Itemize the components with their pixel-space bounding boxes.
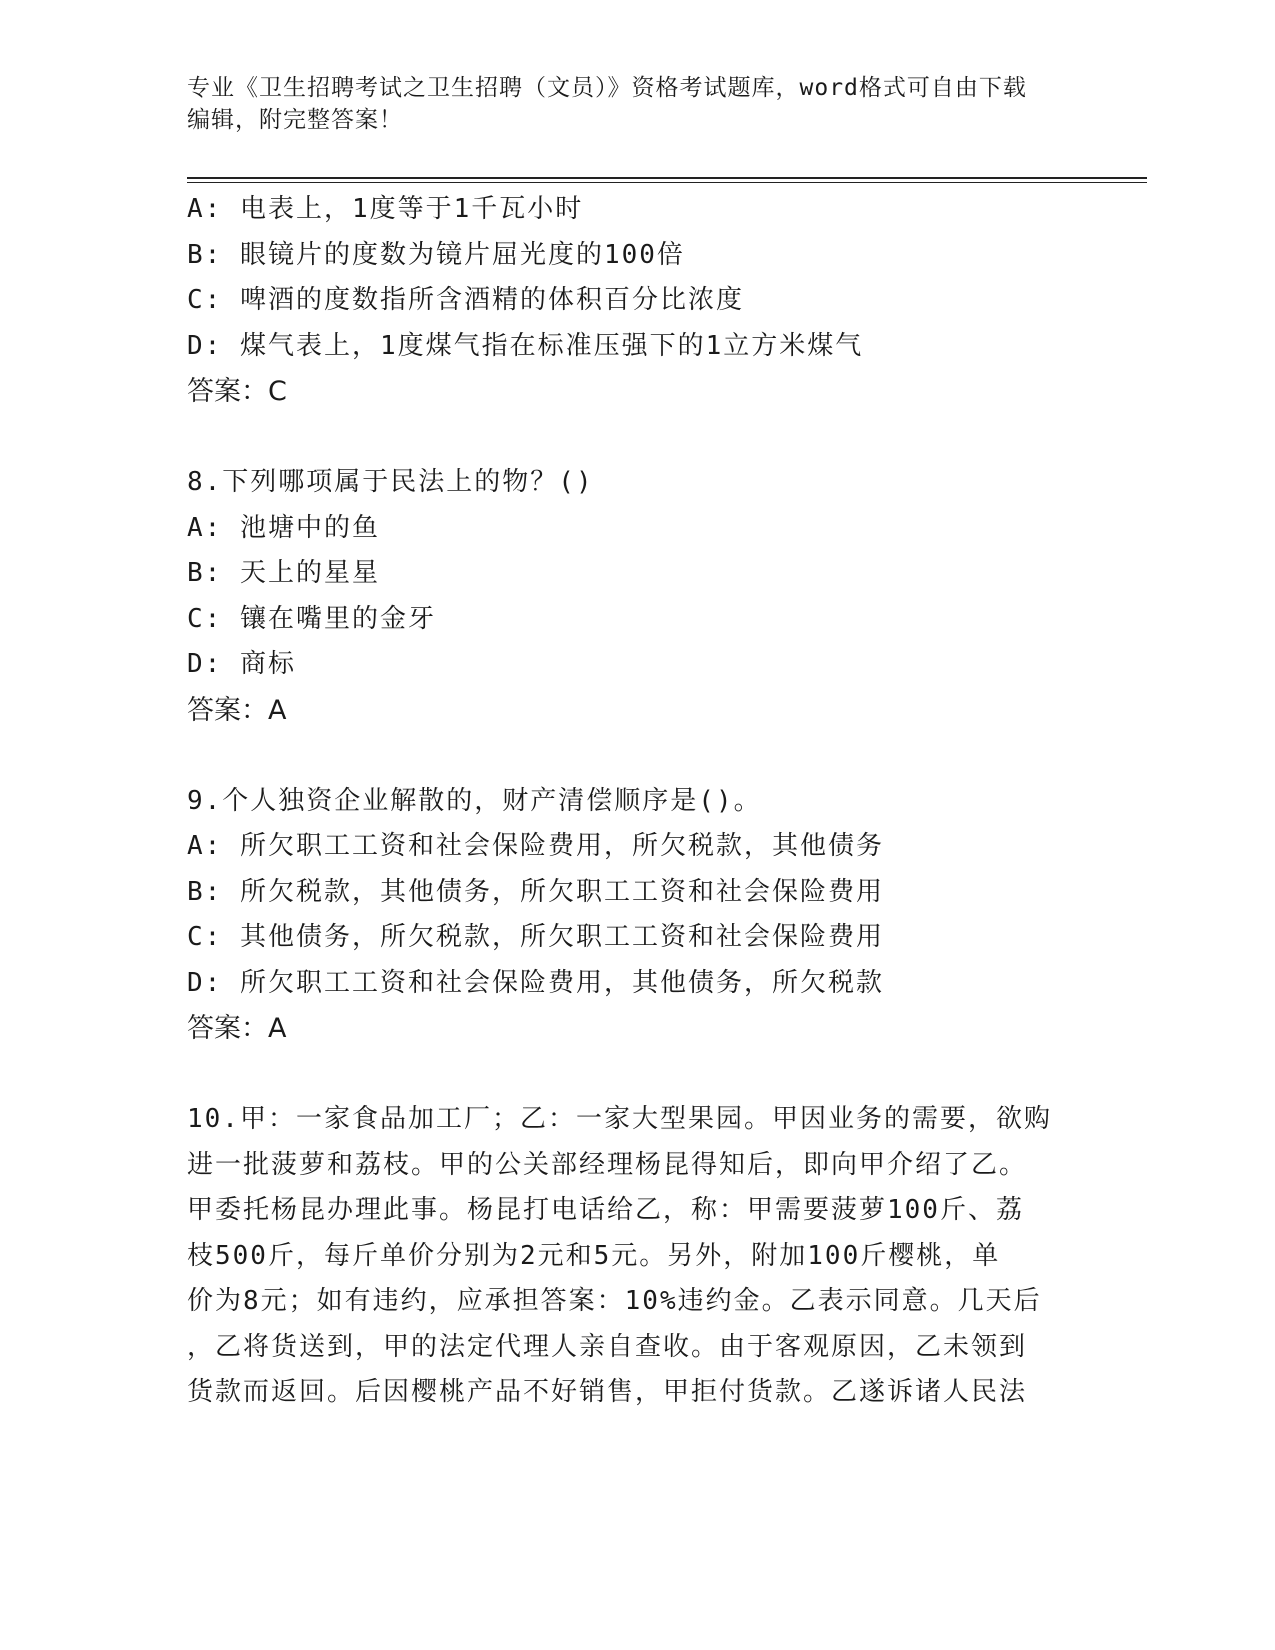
question-text-line: ，乙将货送到，甲的法定代理人亲自查收。由于客观原因，乙未领到 <box>187 1331 1028 1362</box>
option-b: B: 所欠税款，其他债务，所欠职工工资和社会保险费用 <box>187 876 884 907</box>
header-line-2: 编辑，附完整答案！ <box>187 107 403 133</box>
question-text-line: 价为8元；如有违约，应承担答案：10%违约金。乙表示同意。几天后 <box>187 1286 1042 1316</box>
option-c: C: 其他债务，所欠税款，所欠职工工资和社会保险费用 <box>187 922 884 952</box>
spacer <box>187 415 1087 461</box>
question-text-line: 10.甲：一家食品加工厂；乙：一家大型果园。甲因业务的需要，欲购 <box>187 1104 1052 1134</box>
question-text-line: 货款而返回。后因樱桃产品不好销售，甲拒付货款。乙遂诉诸人民法 <box>187 1377 1028 1407</box>
spacer <box>187 1052 1087 1098</box>
answer: 答案：A <box>187 694 287 726</box>
question-text-line: 枝500斤，每斤单价分别为2元和5元。另外，附加100斤樱桃，单 <box>187 1240 1001 1271</box>
option-a: A: 所欠职工工资和社会保险费用，所欠税款，其他债务 <box>187 831 884 861</box>
question-text-line: 进一批菠萝和荔枝。甲的公关部经理杨昆得知后，即向甲介绍了乙。 <box>187 1149 1028 1180</box>
option-c: C: 啤酒的度数指所含酒精的体积百分比浓度 <box>187 285 744 315</box>
answer: 答案：A <box>187 1013 287 1044</box>
question-7 <box>187 187 1087 415</box>
option-d: D: 商标 <box>187 649 296 679</box>
option-c: C: 镶在嘴里的金牙 <box>187 603 436 634</box>
header-divider-thick <box>187 177 1147 179</box>
question-text: 8.下列哪项属于民法上的物？() <box>187 467 594 497</box>
header-line-1: 专业《卫生招聘考试之卫生招聘（文员）》资格考试题库，word格式可自由下载 <box>187 75 1027 101</box>
option-a: A: 电表上，1度等于1千瓦小时 <box>187 194 584 224</box>
question-text-line: 甲委托杨昆办理此事。杨昆打电话给乙，称：甲需要菠萝100斤、荔 <box>187 1195 1024 1225</box>
question-10 <box>187 1097 1087 1416</box>
document-header <box>187 72 1087 136</box>
option-b: B: 天上的星星 <box>187 558 380 588</box>
question-9 <box>187 779 1087 1052</box>
option-a: A: 池塘中的鱼 <box>187 512 380 543</box>
header-divider-thin <box>187 182 1147 183</box>
option-d: D: 所欠职工工资和社会保险费用，其他债务，所欠税款 <box>187 967 884 998</box>
question-content <box>187 187 1087 1416</box>
option-b: B: 眼镜片的度数为镜片屈光度的100倍 <box>187 239 685 270</box>
option-d: D: 煤气表上，1度煤气指在标准压强下的1立方米煤气 <box>187 330 864 361</box>
spacer <box>187 733 1087 779</box>
question-text: 9.个人独资企业解散的，财产清偿顺序是()。 <box>187 785 762 816</box>
question-8 <box>187 460 1087 733</box>
answer: 答案：C <box>187 376 287 407</box>
